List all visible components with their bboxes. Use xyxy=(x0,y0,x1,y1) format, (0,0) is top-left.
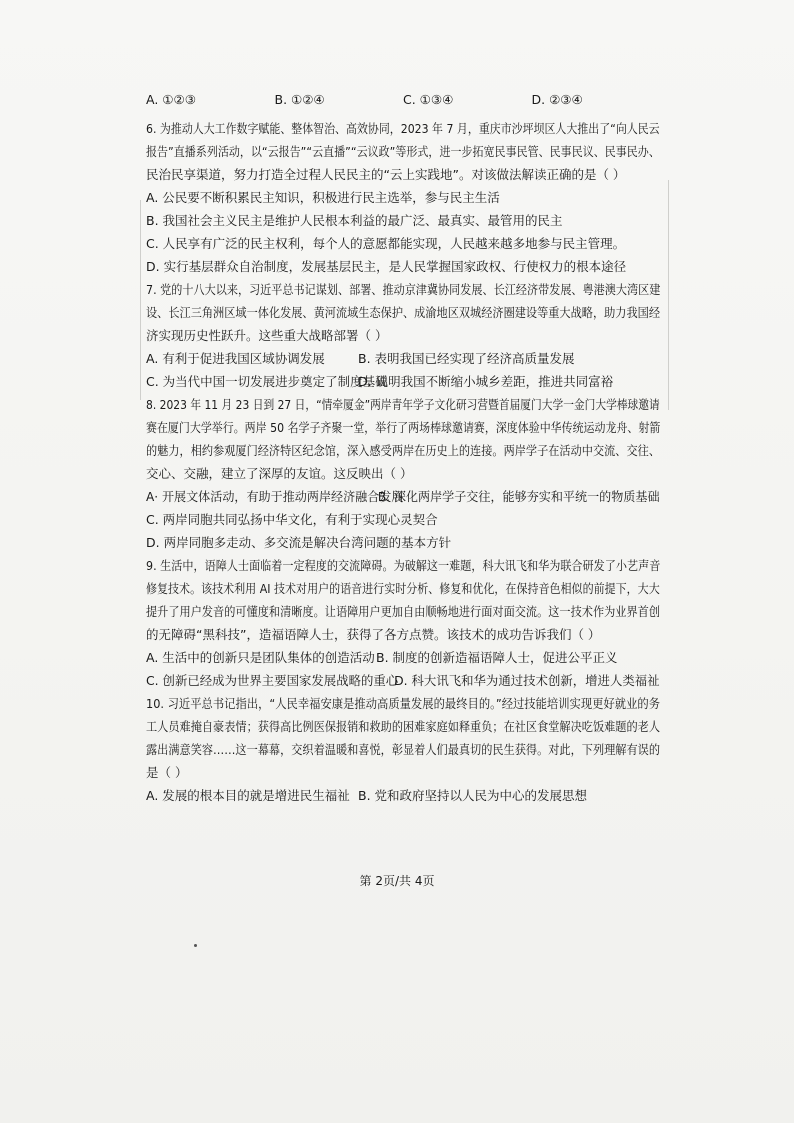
q8-option-c: C. 两岸同胞共同弘扬中华文化，有利于实现心灵契合 xyxy=(146,512,438,527)
q8-line: 的魅力，相约参观厦门经济特区纪念馆，深入感受两岸在历史上的连接。两岸学子在活动中交流、交往、 xyxy=(146,443,661,458)
q10-line: 是（ ） xyxy=(146,765,188,780)
q9-option-b: B. 制度的创新造福语障人士，促进公平正义 xyxy=(376,650,618,665)
q8-line: 交心、交融，建立了深厚的友谊。这反映出（ ） xyxy=(146,466,413,481)
q8-option-a: A· 开展文体活动，有助于推动两岸经济融合发展 xyxy=(146,489,404,504)
q7-option-c: C. 为当代中国一切发展进步奠定了制度基础 xyxy=(146,374,388,389)
q9-line: 修复技术。该技术利用 AI 技术对用户的语音进行实时分析、修复和优化，在保持音色相似的前提下，大大 xyxy=(146,581,660,596)
q10-line: 工人员难掩自豪表情；获得高比例医保报销和救助的困难家庭如释重负；在社区食堂解决吃饭难题的老人 xyxy=(146,719,661,734)
q6-option-d: D. 实行基层群众自治制度，发展基层民主，是人民掌握国家政权、行使权力的根本途径 xyxy=(146,259,627,274)
q9-options-row xyxy=(146,646,660,669)
q9-option-a: A. 生活中的创新只是团队集体的创造活动 xyxy=(146,650,375,665)
option-b: B. ①②④ xyxy=(274,92,325,107)
q9-line: 9. 生活中，语障人士面临着一定程度的交流障碍。为破解这一难题，科大讯飞和华为联合研发了小艺声音 xyxy=(146,558,661,573)
bleed-through-line xyxy=(140,200,141,400)
q10-line: 10. 习近平总书记指出，“人民幸福安康是推动高质量发展的最终目的。”经过技能培训实现更好就业的务 xyxy=(146,696,661,711)
q8-options-row xyxy=(146,485,660,508)
question-9 xyxy=(146,554,660,692)
question-7 xyxy=(146,278,660,393)
q9-options-row xyxy=(146,669,660,692)
question-content xyxy=(146,88,660,807)
page-footer: 第 2页/共 4页 xyxy=(359,874,435,888)
q9-option-c: C. 创新已经成为世界主要国家发展战略的重心 xyxy=(146,673,399,688)
q9-option-d: D. 科大讯飞和华为通过技术创新，增进人类福祉 xyxy=(394,673,660,688)
option-d: D. ②③④ xyxy=(531,92,583,107)
q6-option-a: A. 公民要不断积累民主知识，积极进行民主选举，参与民主生活 xyxy=(146,190,500,205)
q10-option-b: B. 党和政府坚持以人民为中心的发展思想 xyxy=(358,788,588,803)
question-8 xyxy=(146,393,660,554)
top-options xyxy=(146,88,660,111)
scan-speck xyxy=(194,944,197,947)
q8-line: 8. 2023 年 11 月 23 日到 27 日，“情牵厦金”两岸青年学子文化研习营暨首届厦门大学一金门大学棒球邀请 xyxy=(146,397,660,412)
q6-option-b: B. 我国社会主义民主是维护人民根本利益的最广泛、最真实、最管用的民主 xyxy=(146,213,563,228)
q10-options-row xyxy=(146,784,660,807)
question-10 xyxy=(146,692,660,807)
q7-option-a: A. 有利于促进我国区域协调发展 xyxy=(146,351,325,366)
q9-line: 提升了用户发音的可懂度和清晰度。让语障用户更加自由顺畅地进行面对面交流。这一技术作为业界首创 xyxy=(146,604,661,619)
bleed-through-line xyxy=(668,180,669,410)
q7-options-row xyxy=(146,347,660,370)
q7-line: 7. 党的十八大以来，习近平总书记谋划、部署、推动京津冀协同发展、长江经济带发展、粤港澳大湾区建 xyxy=(146,282,661,297)
q6-option-c: C. 人民享有广泛的民主权利，每个人的意愿都能实现，人民越来越多地参与民主管理。 xyxy=(146,236,626,251)
q7-line: 济实现历史性跃升。这些重大战略部署（ ） xyxy=(146,328,388,343)
q7-line: 设、长江三角洲区域一体化发展、黄河流域生态保护、成渝地区双城经济圈建设等重大战略，助力我国经 xyxy=(146,305,661,320)
q7-options-row xyxy=(146,370,660,393)
q10-option-a: A. 发展的根本目的就是增进民生福祉 xyxy=(146,788,350,803)
option-a: A. ①②③ xyxy=(146,92,196,107)
q6-line: 报告”直播系列活动，以“云报告”“云直播”“云议政”等形式，进一步拓宽民事民管、民事民议、民事民办、 xyxy=(146,144,660,159)
q9-line: 的无障碍“黑科技”，造福语障人士，获得了各方点赞。该技术的成功告诉我们（ ） xyxy=(146,627,601,642)
q8-line: 赛在厦门大学举行。两岸 50 名学子齐聚一堂，举行了两场棒球邀请赛，深度体验中华传统运动龙舟、射箭 xyxy=(146,420,661,435)
q6-line: 民治民享渠道，努力打造全过程人民民主的“云上实践地”。对该做法解读正确的是（ ） xyxy=(146,167,626,182)
q8-option-b: B. 深化两岸学子交往，能够夯实和平统一的物质基础 xyxy=(377,489,660,504)
option-c: C. ①③④ xyxy=(403,92,454,107)
q7-option-b: B. 表明我国已经实现了经济高质量发展 xyxy=(358,351,575,366)
q10-line: 露出满意笑容……这一幕幕，交织着温暖和喜悦，彰显着人们最真切的民生获得。对此，下列理解有误的 xyxy=(146,742,661,757)
question-6 xyxy=(146,117,660,278)
q6-line: 6. 为推动人大工作数字赋能、整体智治、高效协同，2023 年 7 月，重庆市沙坪坝区人大推出了“向人民云 xyxy=(146,121,660,136)
q7-option-d: D. 说明我国不断缩小城乡差距，推进共同富裕 xyxy=(358,374,614,389)
q8-option-d: D. 两岸同胞多走动、多交流是解决台湾问题的基本方针 xyxy=(146,535,452,550)
